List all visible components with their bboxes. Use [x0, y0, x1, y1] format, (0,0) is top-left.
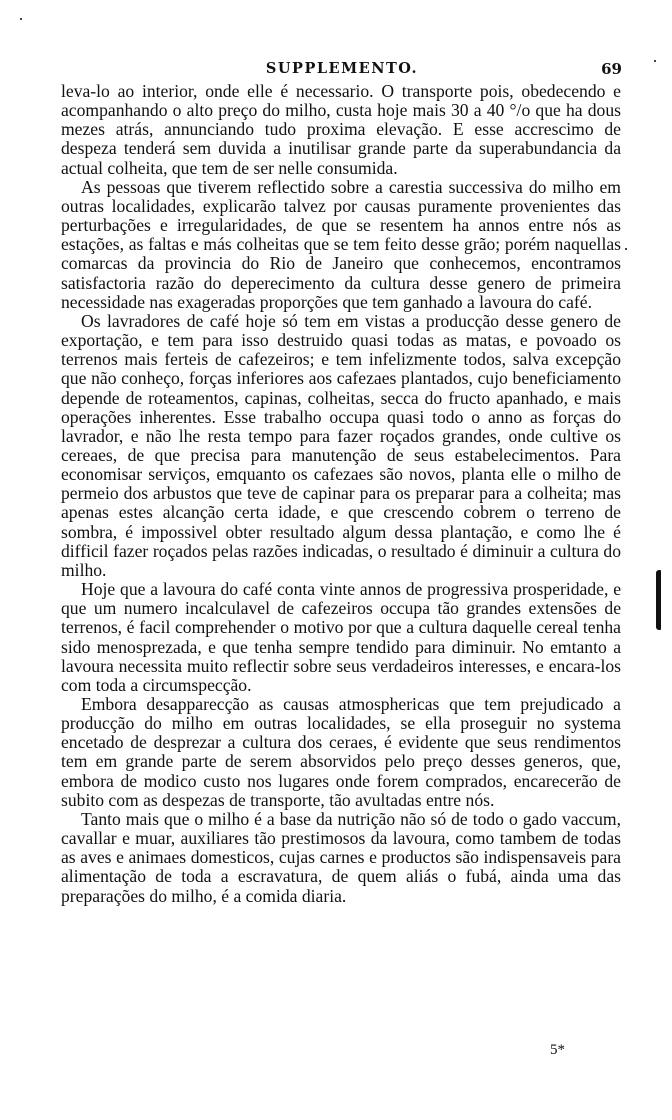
page-number: 69	[601, 60, 622, 78]
running-title: SUPPLEMENTO.	[265, 60, 419, 77]
signature-mark: 5*	[550, 1042, 565, 1058]
paragraph: Os lavradores de café hoje só tem em vistas a producção desse genero de exportação, e tem para isso destruido quasi todas as matas, e povoado os terrenos mais ferteis de cafezeiros; e tem infelizmente todos, salva excepção que não conheço, forças inferiores aos cafezaes plantados, cujo beneficiamento depende de roteamentos, capinas, colheitas, secca do fructo apanhado, e mais operações inherentes. Esse trabalho occupa quasi todo o anno as forças do lavrador, e não lhe resta tempo para fazer roçados grandes, onde cultive os cereaes, de que precisa para manutenção de seus estabelecimentos. Para economisar serviços, emquanto os cafezaes são novos, planta elle o milho de permeio dos arbustos que teve de capinar para os preparar para a colheita; mas apenas estes alcanção certa idade, e que crescendo cobrem o terreno de sombra, é impossivel obter resultado algum dessa plantação, e como lhe é difficil fazer roçados pelas razões indicadas, o resultado é diminuir a cultura do milho.	[61, 310, 621, 580]
paragraph-continuation: leva-lo ao interior, onde elle é necessario. O transporte pois, obedecendo e acompanhando o alto preço do milho, custa hoje mais 30 a 40 °/o que ha dous mezes atrás, annunciando tudo proxima elevação. E esse accrescimo de despeza tenderá sem duvida a inutilisar grande parte da superabundancia da actual colheita, que tem de ser nelle consumida.	[61, 81, 621, 178]
paragraph: As pessoas que tiverem reflectido sobre a carestia successiva do milho em outras localidades, explicarão talvez por causas puramente provenientes das perturbações e irregularidades, de que se resentem ha annos entre nós as estações, as faltas e más colheitas que se tem feito desse grão; porém naquellas comarcas da provincia do Rio de Janeiro que conhecemos, encontramos satisfactoria razão do deperecimento da cultura desse genero de primeira necessidade nas exageradas proporções que tem ganhado a lavoura do café.	[61, 176, 621, 312]
page-header	[62, 60, 622, 82]
paragraph: Embora desapparecção as causas atmosphericas que tem prejudicado a producção do milho em outras localidades, se ella proseguir no systema encetado de desprezar a cultura dos ceraes, é evidente que seus rendimentos tem em grande parte de serem absorvidos pelo preço desses generos, que, embora de modico custo nos lugares onde forem comprados, encarecerão de subito com as despezas de transporte, tão avultadas entre nós.	[61, 694, 621, 810]
body-text	[61, 82, 621, 906]
scan-speck	[654, 60, 656, 62]
scan-speck	[625, 248, 627, 250]
margin-ink-mark	[656, 570, 661, 630]
paragraph: Tanto mais que o milho é a base da nutrição não só de todo o gado vaccum, cavallar e muar, auxiliares tão prestimosos da lavoura, como tambem de todas as aves e animaes domesticos, cujas carnes e productos são indispensaveis para alimentação de toda a escravatura, de quem aliás o fubá, ainda uma das preparações do milho, é a comida diaria.	[61, 808, 621, 906]
paragraph: Hoje que a lavoura do café conta vinte annos de progressiva prosperidade, e que um numero incalculavel de cafezeiros occupa tão grandes extensões de terrenos, é facil comprehender o motivo por que a cultura daquelle cereal tenha sido menosprezada, e que tenha sempre tendido para diminuir. No emtanto a lavoura necessita muito reflectir sobre seus verdadeiros interesses, e encara-los com toda a circumspecção.	[61, 579, 621, 695]
scan-speck	[20, 18, 22, 20]
